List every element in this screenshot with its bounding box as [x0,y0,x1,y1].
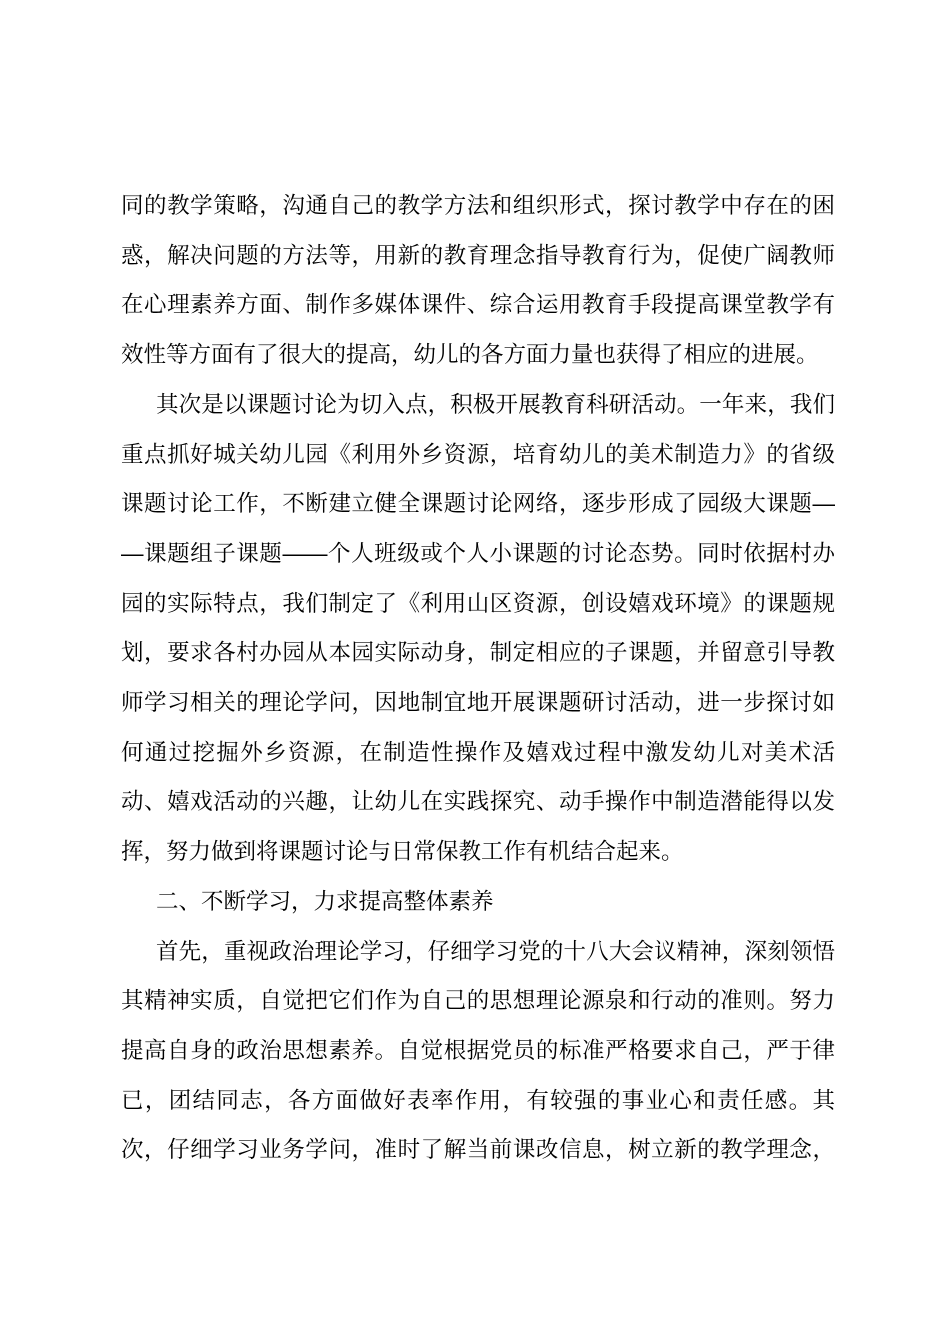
text-line-13: 动、嬉戏活动的兴趣，让幼儿在实践探究、动手操作中制造潜能得以发 [121,789,835,815]
document-text-block [121,181,835,1175]
text-line-3: 在心理素养方面、制作多媒体课件、综合运用教育手段提高课堂教学有 [121,292,835,318]
text-line-20: 次，仔细学习业务学问，准时了解当前课改信息，树立新的教学理念， [121,1137,835,1163]
text-line-11: 师学习相关的理论学问，因地制宜地开展课题研讨活动，进一步探讨如 [121,690,835,716]
text-line-12: 何通过挖掘外乡资源，在制造性操作及嬉戏过程中激发幼儿对美术活 [121,739,835,765]
text-line-14: 挥，努力做到将课题讨论与日常保教工作有机结合起来。 [121,839,684,865]
text-line-7: 课题讨论工作，不断建立健全课题讨论网络，逐步形成了园级大课题— [121,491,835,517]
text-line-1: 同的教学策略，沟通自己的教学方法和组织形式，探讨教学中存在的困 [121,193,835,218]
text-line-18: 提高自身的政治思想素养。自觉根据党员的标准严格要求自己，严于律 [121,1037,835,1063]
text-line-17: 其精神实质，自觉把它们作为自己的思想理论源泉和行动的准则。努力 [121,988,835,1014]
text-line-10: 划，要求各村办园从本园实际动身，制定相应的子课题，并留意引导教 [121,640,835,666]
text-line-16: 首先，重视政治理论学习，仔细学习党的十八大会议精神，深刻领悟 [156,938,835,964]
text-line-9: 园的实际特点，我们制定了《利用山区资源，创设嬉戏环境》的课题规 [121,590,835,616]
text-line-4: 效性等方面有了很大的提高，幼儿的各方面力量也获得了相应的进展。 [121,342,819,368]
text-line-5: 其次是以课题讨论为切入点，积极开展教育科研活动。一年来，我们 [156,391,835,417]
text-line-2: 惑，解决问题的方法等，用新的教育理念指导教育行为，促使广阔教师 [121,242,835,268]
text-line-8: —课题组子课题——个人班级或个人小课题的讨论态势。同时依据村办 [121,540,835,566]
text-line-6: 重点抓好城关幼儿园《利用外乡资源，培育幼儿的美术制造力》的省级 [121,441,835,467]
text-line-19: 已，团结同志，各方面做好表率作用，有较强的事业心和责任感。其 [121,1087,835,1113]
section-heading: 二、不断学习，力求提高整体素养 [156,888,494,914]
